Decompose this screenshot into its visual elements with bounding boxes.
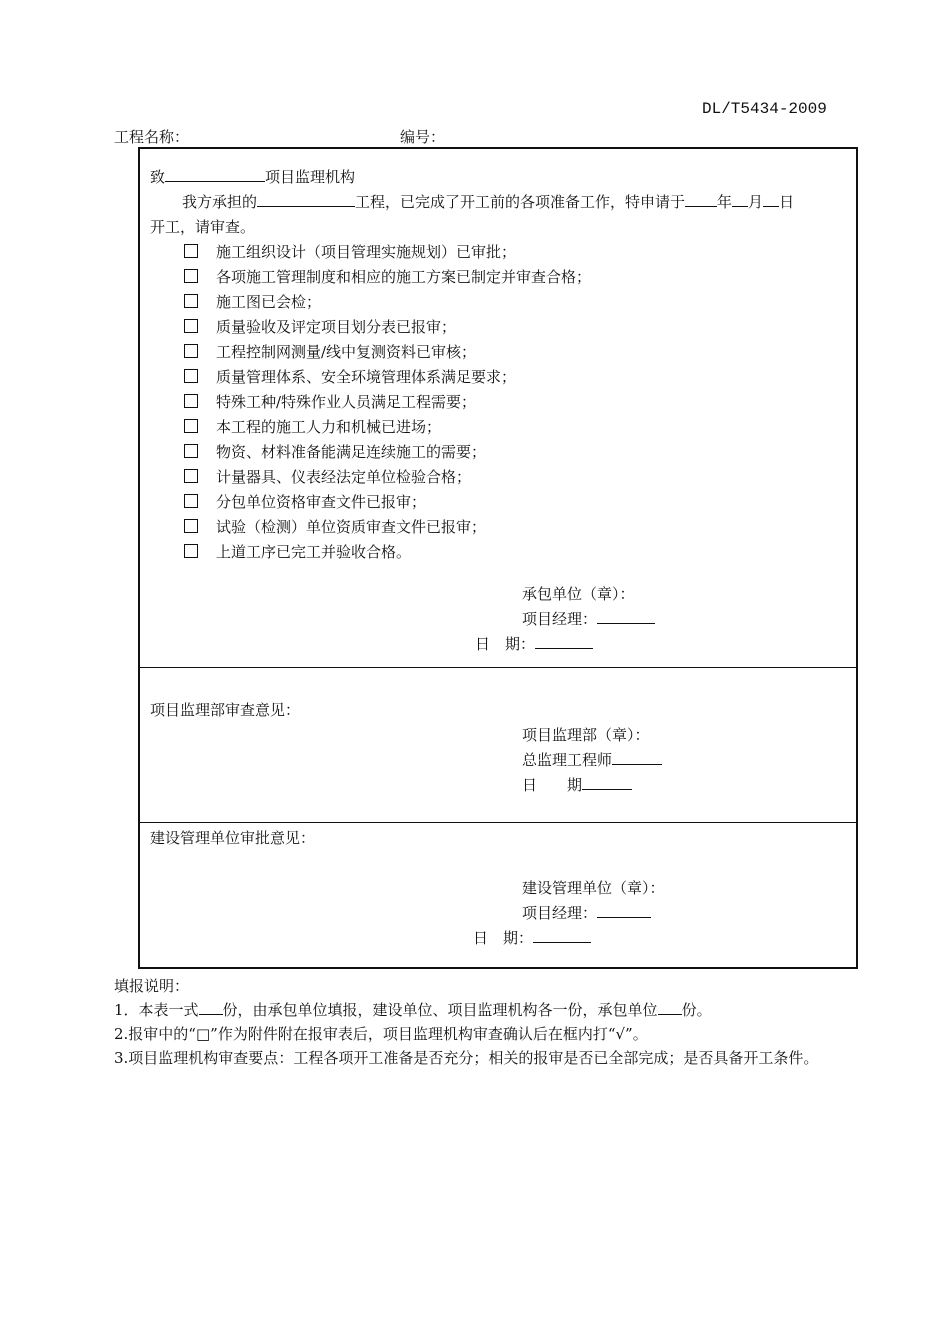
supervision-dept-label: 项目监理部（章）： (522, 726, 650, 744)
checklist-item: 分包单位资格审查文件已报审； (216, 493, 427, 511)
checkbox-2[interactable] (184, 269, 198, 283)
project-blank[interactable] (257, 192, 355, 207)
checkbox-6[interactable] (184, 369, 198, 383)
supervision-date-blank[interactable] (582, 775, 632, 790)
contractor-seal-label: 承包单位（章）： (522, 585, 635, 603)
note-line-2: 2.报审中的“□”作为附件附在报审表后，项目监理机构审查确认后在框内打“√”。 (114, 1025, 648, 1043)
notes-title: 填报说明： (114, 977, 190, 995)
contractor-date-label: 日 期： (475, 635, 536, 653)
checklist-item: 试验（检测）单位资质审查文件已报审； (216, 518, 487, 536)
checkbox-8[interactable] (184, 419, 198, 433)
chief-engineer-line (522, 749, 662, 770)
year-label: 年 (717, 193, 733, 211)
checkbox-12[interactable] (184, 519, 198, 533)
supervision-opinion-label: 项目监理部审查意见： (150, 701, 301, 719)
checklist-item: 特殊工种/特殊作业人员满足工程需要； (216, 393, 477, 411)
month-blank[interactable] (732, 192, 748, 207)
application-form-table (138, 147, 858, 969)
chief-engineer-blank[interactable] (612, 750, 662, 765)
addressee-blank[interactable] (165, 167, 265, 182)
owner-manager-label: 项目经理： (522, 904, 598, 922)
section-divider (140, 822, 856, 823)
checkbox-11[interactable] (184, 494, 198, 508)
owner-date-blank[interactable] (533, 928, 591, 943)
checklist-item: 各项施工管理制度和相应的施工方案已制定并审查合格； (216, 268, 592, 286)
checklist-item: 质量验收及评定项目划分表已报审； (216, 318, 457, 336)
checkbox-7[interactable] (184, 394, 198, 408)
checkbox-5[interactable] (184, 344, 198, 358)
note-1-a: 1．本表一式 (114, 1001, 199, 1019)
checkbox-4[interactable] (184, 319, 198, 333)
contractor-manager-line (522, 608, 655, 629)
year-blank[interactable] (685, 192, 717, 207)
checklist-item: 计量器具、仪表经法定单位检验合格； (216, 468, 472, 486)
note-line-3: 3.项目监理机构审查要点：工程各项开工准备是否充分；相关的报审是否已全部完成；是否具备开工条件。 (114, 1049, 819, 1067)
checklist-item: 本工程的施工人力和机械已进场； (216, 418, 442, 436)
addressee-line (150, 166, 355, 187)
owner-manager-line (522, 902, 651, 923)
checklist-item: 上道工序已完工并验收合格。 (216, 543, 412, 561)
supervision-date-label: 日 期 (522, 776, 583, 794)
checkbox-9[interactable] (184, 444, 198, 458)
owner-opinion-label: 建设管理单位审批意见： (150, 829, 316, 847)
request-body-line (182, 191, 794, 212)
standard-code: DL/T5434-2009 (702, 100, 827, 118)
contractor-manager-blank[interactable] (597, 609, 655, 624)
checklist-item: 物资、材料准备能满足连续施工的需要； (216, 443, 487, 461)
checkbox-1[interactable] (184, 244, 198, 258)
day-blank[interactable] (763, 192, 779, 207)
request-body-b: 工程，已完成了开工前的各项准备工作，特申请于 (355, 193, 686, 211)
contractor-manager-label: 项目经理： (522, 610, 598, 628)
owner-date-label: 日 期： (473, 929, 534, 947)
copies-blank[interactable] (199, 1000, 223, 1015)
addressee-prefix: 致 (150, 168, 166, 186)
note-line-1 (114, 999, 712, 1020)
request-body-a: 我方承担的 (182, 193, 258, 211)
checkbox-3[interactable] (184, 294, 198, 308)
contractor-copies-blank[interactable] (658, 1000, 682, 1015)
checkbox-10[interactable] (184, 469, 198, 483)
chief-engineer-label: 总监理工程师 (522, 751, 613, 769)
owner-manager-blank[interactable] (597, 903, 651, 918)
section-divider (140, 667, 856, 668)
addressee-suffix: 项目监理机构 (265, 168, 356, 186)
day-label: 日 (779, 193, 795, 211)
owner-date-line (473, 927, 591, 948)
project-name-label: 工程名称： (114, 128, 190, 146)
request-body-end: 开工，请审查。 (150, 218, 256, 236)
checkbox-13[interactable] (184, 544, 198, 558)
contractor-date-line (475, 633, 593, 654)
supervision-date-line (522, 774, 632, 795)
month-label: 月 (748, 193, 764, 211)
note-1-b: 份，由承包单位填报，建设单位、项目监理机构各一份，承包单位 (222, 1001, 658, 1019)
owner-unit-label: 建设管理单位（章）： (522, 879, 665, 897)
checklist-item: 施工组织设计（项目管理实施规划）已审批； (216, 243, 517, 261)
checklist-item: 工程控制网测量/线中复测资料已审核； (216, 343, 477, 361)
checklist-item: 施工图已会检； (216, 293, 322, 311)
serial-number-label: 编号： (400, 128, 446, 146)
note-1-c: 份。 (681, 1001, 712, 1019)
contractor-date-blank[interactable] (535, 634, 593, 649)
checklist-item: 质量管理体系、安全环境管理体系满足要求； (216, 368, 517, 386)
